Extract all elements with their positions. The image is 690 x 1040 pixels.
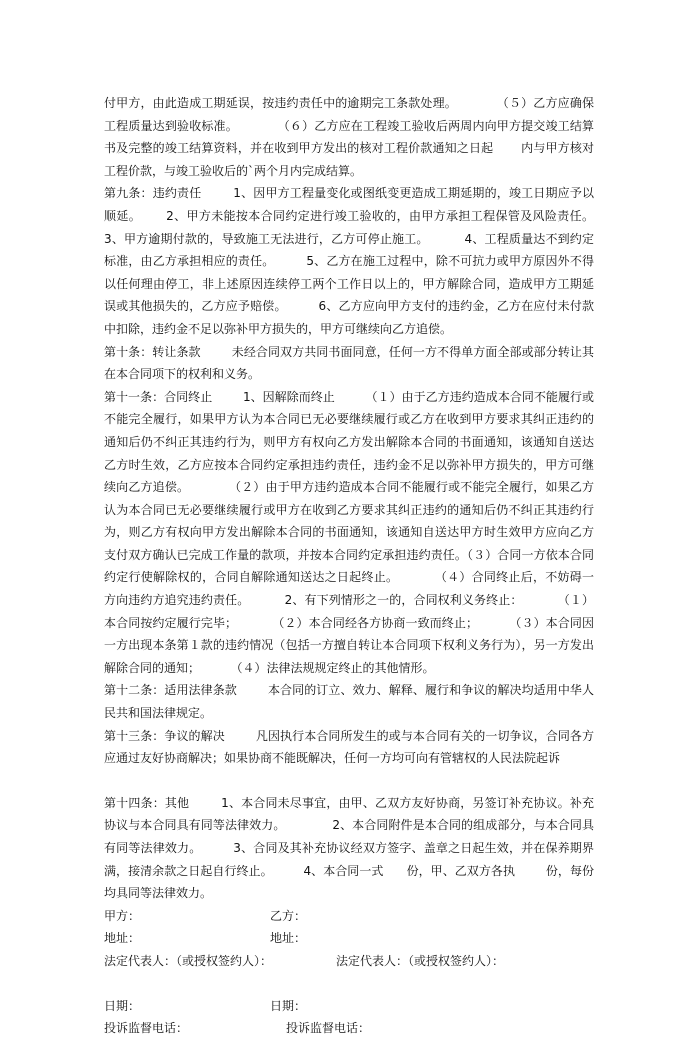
article-11-termination: 第十一条：合同终止 1、因解除而终止 （１）由于乙方违约造成本合同不能履行或不能完全履行，如果甲方认为本合同已无必要继续履行或乙方在收到甲方要求其纠正违约的通知后仍不纠正其违约行为，则甲方有权向乙方发出解除本合同的书面通知，该通知自送达乙方时生效，乙方应按本合同约定承担违约责任，违约金不足以弥补甲方损失的，甲方可继续向乙方追偿。 （２）由于甲方违约造成本合同不能履行或不能完全履行，如果乙方认为本合同已无必要继续履行或甲方在收到乙方要求其纠正违约的通知后仍不纠正其违约行为，则乙方有权向甲方发出解除本合同的书面通知，该通知自送达甲方时生效甲方应向乙方支付双方确认已完成工作量的款项，并按本合同约定承担违约责任。（３）合同一方依本合同约定行使解除权的，合同自解除通知送达之日起终止。 （４）合同终止后，不妨碍一方向违约方追究违约责任。 2、有下列情形之一的，合同权利义务终止： （１）本合同按约定履行完毕； （２）本合同经各方协商一致而终止； （３）本合同因一方出现本条第１款的违约情况（包括一方擅自转让本合同项下权利义务行为），另一方发出解除合同的通知； （４）法律法规规定终止的其他情形。 xyxy=(104,389,594,675)
address-a-label: 地址： xyxy=(104,931,141,946)
rep-a-label: 法定代表人：（或授权签约人）： xyxy=(104,953,273,968)
party-a-label: 甲方： xyxy=(104,908,141,923)
article-9-liability: 第九条：违约责任 1、因甲方工程量变化或图纸变更造成工期延期的，竣工日期应予以顺延。 2、甲方未能按本合同约定进行竣工验收的，由甲方承担工程保管及风险责任。 3、甲方逾期付款的，导致施工无法进行，乙方可停止施工。 4、工程质量达不到约定标准，由乙方承担相应的责任。 5、乙方在施工过程中，除不可抗力或甲方原因外不得以任何理由停工，非上述原因连续停工两个工作日以上的，甲方解除合同，造成甲方工期延误或其他损失的，乙方应予赔偿。 6、乙方应向甲方支付的违约金，乙方在应付未付款中扣除，违约金不足以弥补甲方损失的，甲方可继续向乙方追偿。 xyxy=(104,186,617,336)
spacer xyxy=(104,770,594,792)
date-a-label: 日期： xyxy=(104,998,141,1013)
signature-address-row xyxy=(104,927,594,950)
complaint-a-label: 投诉监督电话： xyxy=(104,1021,189,1036)
signature-representative-row xyxy=(104,950,594,973)
signature-date-row xyxy=(104,995,594,1018)
rep-b-label: 法定代表人：（或授权签约人）： xyxy=(336,953,505,968)
complaint-b-label: 投诉监督电话： xyxy=(286,1021,371,1036)
address-b-label: 地址： xyxy=(270,931,307,946)
article-14-other: 第十四条：其他 1、本合同未尽事宜，由甲、乙双方友好协商，另签订补充协议。补充协议与本合同具有同等法律效力。 2、本合同附件是本合同的组成部分，与本合同具有同等法律效力。 3、合同及其补充协议经双方签字、盖章之日起生效，并在保养期界满，接清余款之日起自行终止。 4、本合同一式 份，甲、乙双方各执 份，每份均具同等法律效力。 xyxy=(104,795,594,901)
article-10-transfer: 第十条：转让条款 未经合同双方共同书面同意，任何一方不得单方面全部或部分转让其在本合同项下的权利和义务。 xyxy=(104,344,594,382)
party-b-label: 乙方： xyxy=(270,908,307,923)
date-b-label: 日期： xyxy=(270,998,307,1013)
paragraph-continuation: 付甲方，由此造成工期延误，按违约责任中的逾期完工条款处理。 （５）乙方应确保工程质量达到验收标准。 （６）乙方应在工程竣工验收后两周内向甲方提交竣工结算书及完整的竣工结算资料，并在收到甲方发出的核对工程价款通知之日起 内与甲方核对工程价款，与竣工验收后的`两个月内完成结算。 xyxy=(104,96,594,178)
article-13-dispute: 第十三条：争议的解决 凡因执行本合同所发生的或与本合同有关的一切争议，合同各方应通过友好协商解决；如果协商不能既解决，任何一方均可向有管辖权的人民法院起诉 xyxy=(104,728,594,766)
signature-complaint-row xyxy=(104,1017,594,1040)
article-12-law: 第十二条：适用法律条款 本合同的订立、效力、解释、履行和争议的解决均适用中华人民共和国法律规定。 xyxy=(104,683,594,721)
signature-party-row xyxy=(104,905,594,928)
